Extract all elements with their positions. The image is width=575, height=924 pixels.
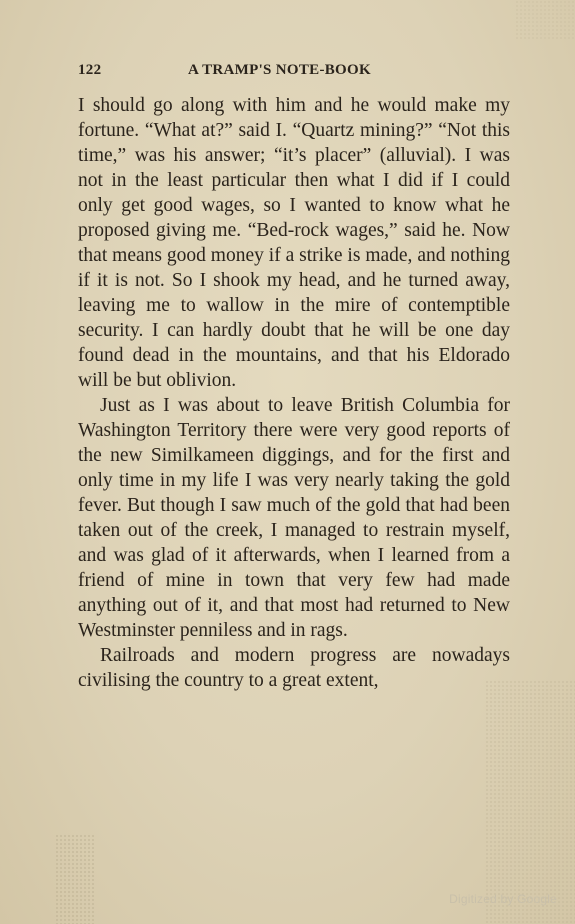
- paragraph-continued: I should go along with him and he would make my fortune. “What at?” said I. “Quartz mining?” “Not this time,” was his answer; “it’s placer” (alluvial). I was not in the least particular then what I did if I could only get good wages, so I wanted to know what he proposed giving me. “Bed-rock wages,” said he. Now that means good money if a strike is made, and nothing if it is not. So I shook my head, and he turned away, leaving me to wallow in the mire of contemptible security. I can hardly doubt that he will be one day found dead in the mountains, and that his Eldorado will be but oblivion.: [78, 95, 510, 391]
- running-title: A TRAMP'S NOTE-BOOK: [188, 62, 371, 78]
- paragraph-railroads: Railroads and modern progress are nowadays civilising the country to a great extent,: [78, 645, 510, 691]
- running-head: [78, 62, 510, 84]
- paper-speckle-top: [515, 0, 575, 40]
- body-text: [78, 93, 510, 693]
- paragraph-similkameen: Just as I was about to leave British Columbia for Washington Territory there were very good reports of the new Similkameen diggings, and for the first and only time in my life I was very nearly taking the gold fever. But though I saw much of the gold that had been taken out of the creek, I managed to restrain myself, and was glad of it afterwards, when I learned from a friend of mine in town that very few had made anything out of it, and that most had returned to New Westminster penniless and in rags.: [78, 395, 510, 641]
- page-number: 122: [78, 62, 102, 78]
- paper-speckle-right: [485, 680, 575, 924]
- digitized-watermark: Digitized by Google: [449, 892, 557, 906]
- paper-speckle-left: [55, 834, 95, 924]
